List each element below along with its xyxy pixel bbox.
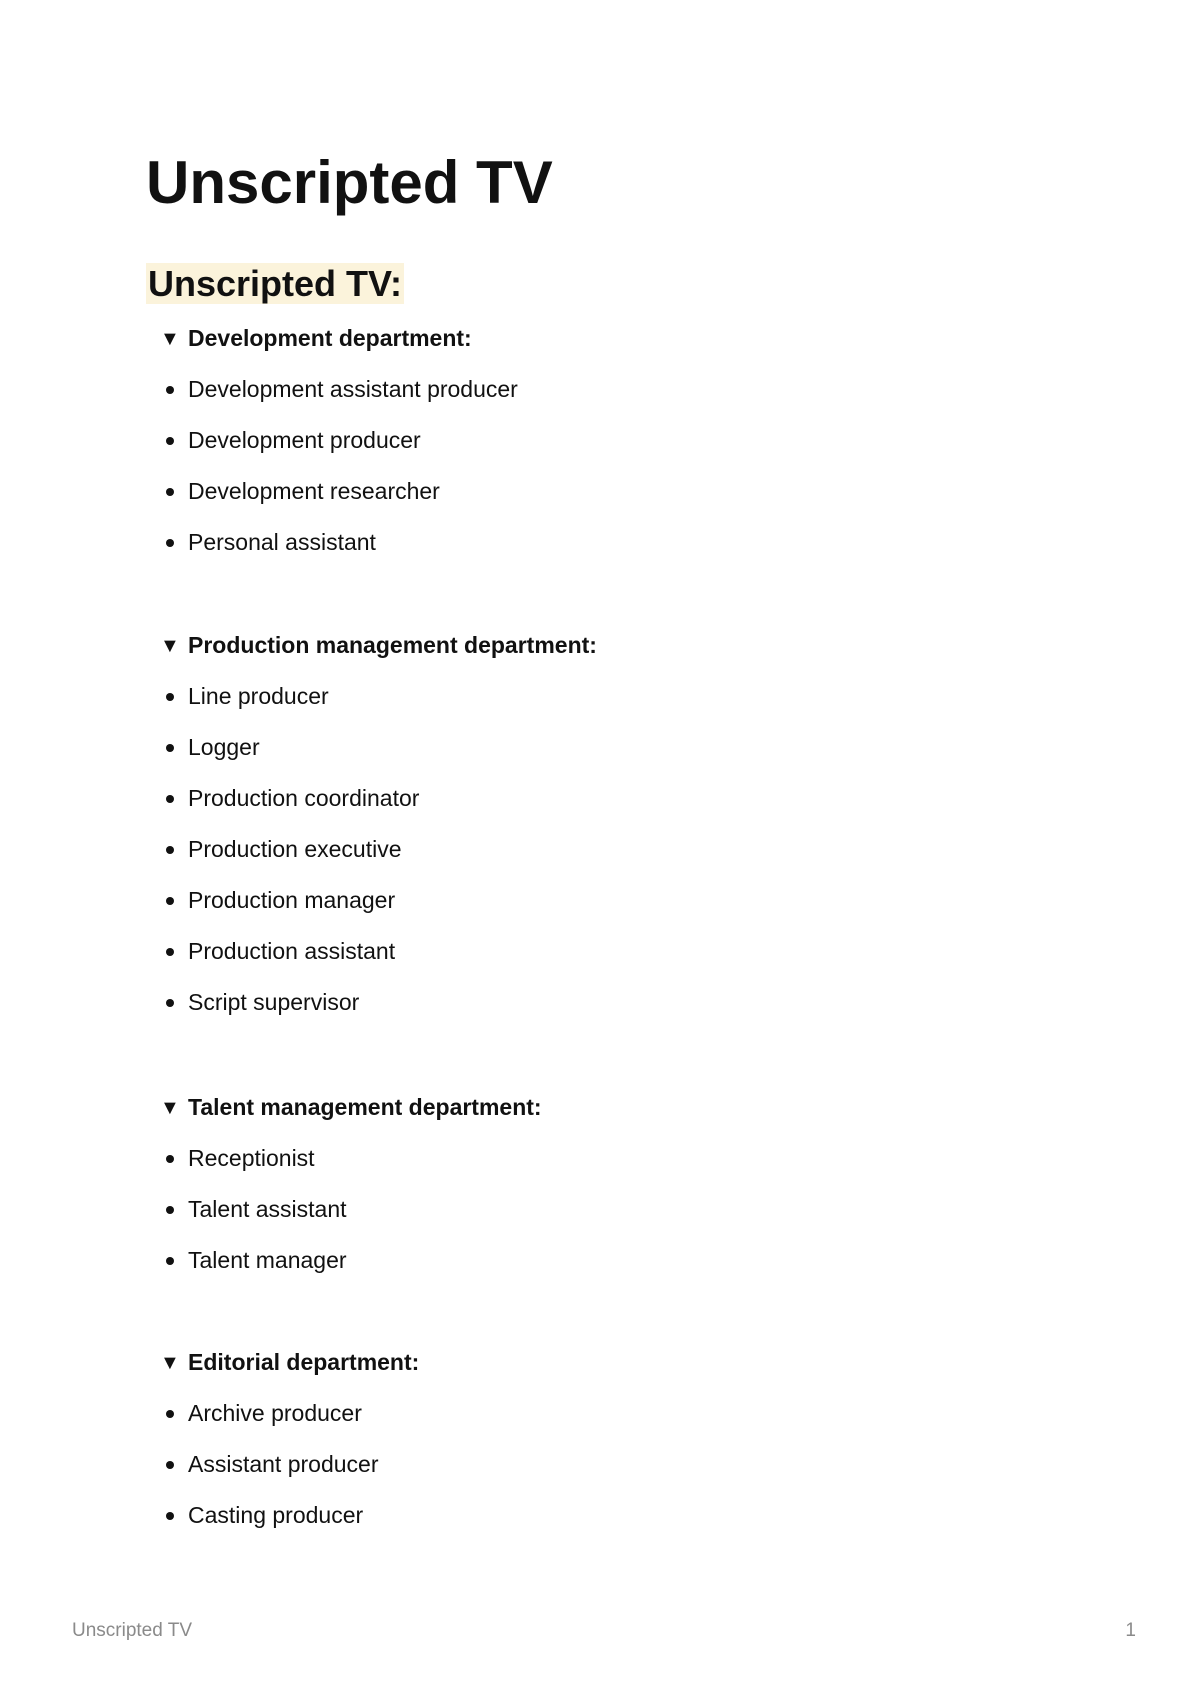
list-item — [160, 1439, 1060, 1490]
footer-page-number: 1 — [1125, 1620, 1136, 1641]
bullet-list — [160, 671, 1060, 1028]
page-title: Unscripted TV — [146, 149, 553, 216]
bullet-icon — [166, 1206, 174, 1214]
triangle-down-icon[interactable]: ▼ — [160, 1096, 180, 1119]
list-item-text: Receptionist — [188, 1145, 315, 1171]
list-item — [160, 722, 1060, 773]
list-item-text: Development researcher — [188, 478, 440, 504]
toggle-group-editorial — [160, 1337, 1060, 1541]
list-item-text: Development producer — [188, 427, 421, 453]
list-item — [160, 671, 1060, 722]
list-item-text: Development assistant producer — [188, 376, 518, 402]
toggle-group-talent-management — [160, 1082, 1060, 1286]
footer-document-title: Unscripted TV — [72, 1620, 193, 1641]
bullet-list — [160, 1133, 1060, 1286]
list-item — [160, 1388, 1060, 1439]
list-item-text: Archive producer — [188, 1400, 362, 1426]
section-heading — [146, 262, 404, 306]
list-item — [160, 415, 1060, 466]
bullet-list — [160, 364, 1060, 568]
bullet-icon — [166, 539, 174, 547]
bullet-icon — [166, 488, 174, 496]
triangle-down-icon[interactable]: ▼ — [160, 634, 180, 657]
list-item — [160, 466, 1060, 517]
list-item-text: Assistant producer — [188, 1451, 379, 1477]
bullet-icon — [166, 897, 174, 905]
bullet-icon — [166, 386, 174, 394]
list-item — [160, 1235, 1060, 1286]
toggle-header-development[interactable] — [160, 313, 1060, 364]
list-item — [160, 1133, 1060, 1184]
section-heading-text: Unscripted TV: — [148, 263, 403, 304]
bullet-icon — [166, 1155, 174, 1163]
toggle-label: Production management department: — [188, 632, 597, 658]
bullet-icon — [166, 999, 174, 1007]
list-item-text: Personal assistant — [188, 529, 376, 555]
list-item-text: Talent manager — [188, 1247, 347, 1273]
triangle-down-icon[interactable]: ▼ — [160, 327, 180, 350]
toggle-label: Talent management department: — [188, 1094, 542, 1120]
toggle-label: Editorial department: — [188, 1349, 420, 1375]
toggle-label: Development department: — [188, 325, 472, 351]
bullet-icon — [166, 693, 174, 701]
bullet-icon — [166, 744, 174, 752]
list-item-text: Casting producer — [188, 1502, 364, 1528]
bullet-icon — [166, 1257, 174, 1265]
list-item-text: Production assistant — [188, 938, 396, 964]
list-item-text: Line producer — [188, 683, 329, 709]
list-item-text: Talent assistant — [188, 1196, 347, 1222]
list-item — [160, 824, 1060, 875]
list-item — [160, 1490, 1060, 1541]
list-item — [160, 875, 1060, 926]
list-item-text: Production coordinator — [188, 785, 420, 811]
toggle-group-production-management — [160, 620, 1060, 1028]
toggle-header-editorial[interactable] — [160, 1337, 1060, 1388]
triangle-down-icon[interactable]: ▼ — [160, 1351, 180, 1374]
list-item-text: Production manager — [188, 887, 396, 913]
list-item — [160, 517, 1060, 568]
list-item — [160, 977, 1060, 1028]
toggle-header-talent-management[interactable] — [160, 1082, 1060, 1133]
bullet-list — [160, 1388, 1060, 1541]
list-item-text: Script supervisor — [188, 989, 360, 1015]
list-item-text: Logger — [188, 734, 260, 760]
list-item — [160, 773, 1060, 824]
bullet-icon — [166, 795, 174, 803]
bullet-icon — [166, 1461, 174, 1469]
bullet-icon — [166, 948, 174, 956]
bullet-icon — [166, 1410, 174, 1418]
list-item-text: Production executive — [188, 836, 402, 862]
list-item — [160, 926, 1060, 977]
toggle-header-production-management[interactable] — [160, 620, 1060, 671]
toggle-group-development — [160, 313, 1060, 568]
list-item — [160, 364, 1060, 415]
bullet-icon — [166, 1512, 174, 1520]
list-item — [160, 1184, 1060, 1235]
bullet-icon — [166, 846, 174, 854]
bullet-icon — [166, 437, 174, 445]
